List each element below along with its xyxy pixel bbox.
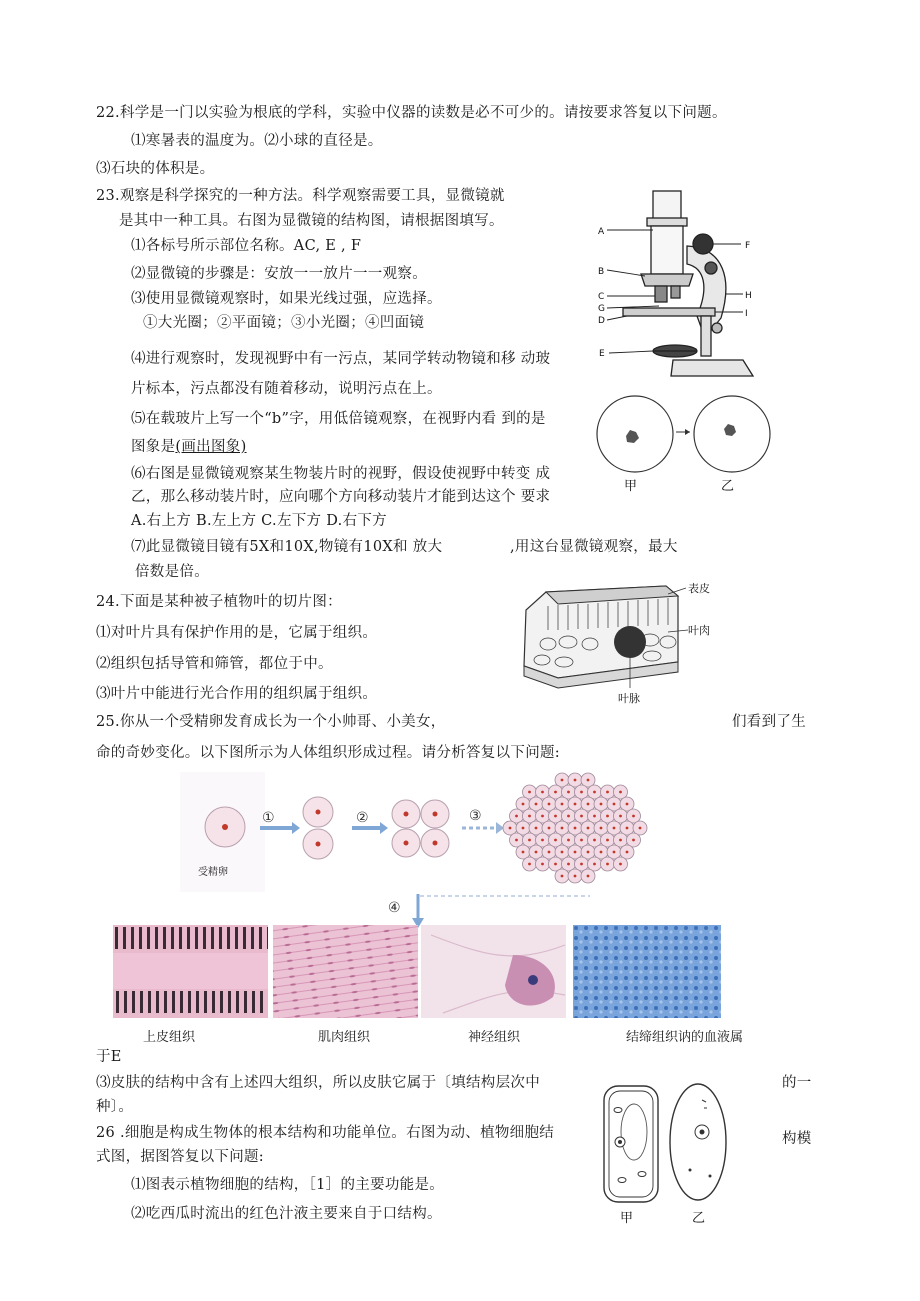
q25-p3a-right: 的一	[782, 1075, 812, 1091]
blastula-nucleus	[554, 815, 557, 818]
q23-p6b: 乙，那么移动装片时，应向哪个方向移动装片才能到达这个 要求	[131, 489, 551, 505]
q25-p3a: ⑶皮肤的结构中含有上述四大组织，所以皮肤它属于〔填结构层次中	[96, 1075, 540, 1091]
tissue-caption-connective: 结缔组织讷的血液属	[626, 1030, 744, 1045]
blastula-nucleus	[626, 851, 629, 854]
blastula-nucleus	[587, 803, 590, 806]
blastula-nucleus	[613, 827, 616, 830]
blastula-nucleus	[541, 791, 544, 794]
q26-p1: ⑴图表示植物细胞的结构，［1］的主要功能是。	[131, 1177, 445, 1193]
blastula-nucleus	[515, 815, 518, 818]
blastula-nucleus	[580, 863, 583, 866]
blastula-nucleus	[561, 803, 564, 806]
q23-p5b	[131, 438, 247, 456]
blastula-nucleus	[548, 851, 551, 854]
q24-title: 24.下面是某种被子植物叶的切片图：	[96, 594, 342, 610]
blastula-nucleus	[528, 815, 531, 818]
q23-p5b-note: (画出图象)	[175, 439, 247, 455]
blastula-nucleus	[535, 827, 538, 830]
blastula-nucleus	[606, 815, 609, 818]
q26-title-right: 构模	[782, 1131, 812, 1147]
blastula-nucleus	[574, 779, 577, 782]
leaf-section-figure	[518, 580, 728, 710]
blastula-nucleus	[593, 815, 596, 818]
blastula-nucleus	[580, 791, 583, 794]
microscope-label-c: C	[598, 292, 605, 302]
blastula-nucleus	[541, 839, 544, 842]
q23-p6-options: A.右上方 B.左上方 C.左下方 D.右下方	[131, 513, 387, 529]
blastula-nucleus	[580, 815, 583, 818]
blastula-nucleus	[606, 791, 609, 794]
q23-p1: ⑴各标号所示部位名称。AC, E , F	[131, 238, 362, 254]
q23-title2: 是其中一种工具。右图为显微镜的结构图，请根据图填写。	[119, 213, 504, 229]
q23-title: 23.观察是科学探究的一种方法。科学观察需要工具，显微镜就	[96, 188, 505, 204]
leaf-label-mesophyll: 叶肉	[688, 624, 710, 637]
q22-title: 22.科学是一门以实验为根底的学科，实验中仪器的读数是必不可少的。请按要求答复以下问题。	[96, 105, 727, 121]
plant-cell	[604, 1086, 658, 1202]
q26-title2: 式图，据图答复以下问题:	[96, 1149, 264, 1165]
microscope-label-i: I	[745, 309, 748, 319]
microscope-label-g: G	[598, 304, 605, 314]
blastula-nucleus	[619, 839, 622, 842]
blastula-nucleus	[522, 803, 525, 806]
cell-label-yi: 乙	[692, 1211, 706, 1226]
blastula-nucleus	[587, 827, 590, 830]
blastula-nucleus	[580, 839, 583, 842]
q23-p5b-prefix: 图象是	[131, 439, 176, 455]
blastula-nucleus	[613, 803, 616, 806]
blastula-nucleus	[587, 875, 590, 878]
leaf-label-epidermis: 表皮	[688, 582, 710, 595]
q23-p4b: 片标本，污点都没有随着移动，说明污点在上。	[131, 381, 442, 397]
blastula-nucleus	[619, 863, 622, 866]
q25-title2: 命的奇妙变化。以下图所示为人体组织形成过程。请分析答复以下问题:	[96, 745, 560, 761]
field-of-view-figure	[596, 386, 776, 496]
blastula-nucleus	[522, 827, 525, 830]
q23-p3-options: ①大光圈；②平面镜；③小光圈；④凹面镜	[143, 315, 425, 331]
tissue-images	[113, 925, 721, 1018]
blastula-nucleus	[528, 839, 531, 842]
blastula-nucleus	[574, 875, 577, 878]
microscope-label-a: A	[598, 227, 605, 237]
blastula-nucleus	[567, 839, 570, 842]
tissue-caption-epithelial: 上皮组织	[143, 1030, 196, 1045]
view-label-jia: 甲	[624, 479, 638, 494]
blastula-nucleus	[632, 839, 635, 842]
blastula-nucleus	[567, 815, 570, 818]
cells-figure	[598, 1080, 738, 1230]
q25-title-left: 25.你从一个受精卵发育成长为一个小帅哥、小美女，	[96, 714, 446, 730]
tissue-caption-nerve: 神经组织	[468, 1030, 521, 1045]
tissue-caption-muscle: 肌肉组织	[318, 1030, 371, 1045]
q24-p3: ⑶叶片中能进行光合作用的组织属于组织。	[96, 686, 378, 702]
view-label-yi: 乙	[721, 479, 735, 494]
microscope-label-b: B	[598, 267, 605, 277]
blastula-nucleus	[593, 791, 596, 794]
q25-p3b: 种〕。	[96, 1099, 134, 1115]
blastula-nucleus	[626, 803, 629, 806]
q22-line1: ⑴寒暑表的温度为。⑵小球的直径是。	[131, 133, 383, 149]
blastula-nucleus	[632, 815, 635, 818]
blastula-nucleus	[509, 827, 512, 830]
blastula-nucleus	[548, 827, 551, 830]
q22-line2: ⑶石块的体积是。	[96, 161, 215, 177]
q24-p1: ⑴对叶片具有保护作用的是，它属于组织。	[96, 625, 378, 641]
step-3-label: ③	[469, 808, 482, 824]
blastula-nucleus	[561, 875, 564, 878]
blastula-nucleus	[606, 839, 609, 842]
blastula-nucleus	[574, 851, 577, 854]
blastula-nucleus	[561, 827, 564, 830]
blastula-nucleus	[522, 851, 525, 854]
blastula-nucleus	[528, 791, 531, 794]
q23-p4a: ⑷进行观察时，发现视野中有一污点，某同学转动物镜和移 动玻	[131, 351, 551, 367]
blastula-nucleus	[587, 779, 590, 782]
q26-title: 26 .细胞是构成生物体的根本结构和功能单位。右图为动、植物细胞结	[96, 1125, 555, 1141]
microscope-label-h: H	[745, 291, 752, 301]
muscle-tissue-image	[273, 925, 418, 1018]
microscope-label-d: D	[598, 316, 605, 326]
blastula-nucleus	[619, 791, 622, 794]
blastula-nucleus	[567, 863, 570, 866]
blastula-nucleus	[574, 827, 577, 830]
blastula-nucleus	[554, 839, 557, 842]
q23-p5a: ⑸在载玻片上写一个“b”字，用低倍镜观察，在视野内看 到的是	[131, 411, 546, 427]
blastula-nucleus	[541, 863, 544, 866]
q23-p6a: ⑹右图是显微镜观察某生物装片时的视野，假设使视野中转变 成	[131, 466, 551, 482]
blastula-nucleus	[515, 839, 518, 842]
blastula-nucleus	[606, 863, 609, 866]
blastula-nucleus	[600, 827, 603, 830]
q23-p7a-right: ,用这台显微镜观察，最大	[510, 539, 678, 555]
blastula-nucleus	[593, 863, 596, 866]
leaf-label-vein: 叶脉	[618, 692, 640, 705]
blastula-nucleus	[600, 803, 603, 806]
blastula-nucleus	[619, 815, 622, 818]
microscope-label-e: E	[599, 349, 605, 359]
blastula-nucleus	[541, 815, 544, 818]
cell-label-jia: 甲	[620, 1211, 634, 1226]
q26-p2: ⑵吃西瓜时流出的红色汁液主要来自于口结构。	[131, 1206, 442, 1222]
microscope-figure	[593, 188, 763, 383]
blastula-nucleus	[554, 863, 557, 866]
step-2-label: ②	[356, 810, 369, 826]
q23-p2: ⑵显微镜的步骤是：安放一一放片一一观察。	[131, 266, 427, 282]
blastula-nucleus	[528, 863, 531, 866]
microscope-label-f: F	[745, 241, 751, 251]
blastula-nucleus	[613, 851, 616, 854]
connective-tissue-image	[573, 925, 721, 1018]
step-1-label: ①	[262, 810, 275, 826]
egg-label: 受精卵	[198, 867, 228, 878]
blastula-nucleus	[535, 803, 538, 806]
blastula-nucleus	[593, 839, 596, 842]
q23-p7a: ⑺此显微镜目镜有5X和10X,物镜有10X和 放大	[131, 539, 443, 555]
q23-p3: ⑶使用显微镜观察时，如果光线过强，应选择。	[131, 291, 442, 307]
q25-title-right: 们看到了生	[732, 714, 806, 730]
q25-after: 于E	[96, 1049, 122, 1065]
blastula-nucleus	[567, 791, 570, 794]
blastula-nucleus	[587, 851, 590, 854]
blastula-nucleus	[554, 791, 557, 794]
q24-p2: ⑵组织包括导管和筛管，都位于中。	[96, 656, 333, 672]
blastula-nucleus	[639, 827, 642, 830]
blastula-nucleus	[574, 803, 577, 806]
step-4-label: ④	[388, 900, 401, 916]
blastula-nucleus	[535, 851, 538, 854]
q23-p7b: 倍数是倍。	[135, 564, 209, 580]
blastula-nucleus	[626, 827, 629, 830]
animal-cell	[670, 1084, 726, 1200]
blastula-nucleus	[600, 851, 603, 854]
blastula-nucleus	[561, 779, 564, 782]
blastula-nucleus	[561, 851, 564, 854]
blastula-nucleus	[548, 803, 551, 806]
